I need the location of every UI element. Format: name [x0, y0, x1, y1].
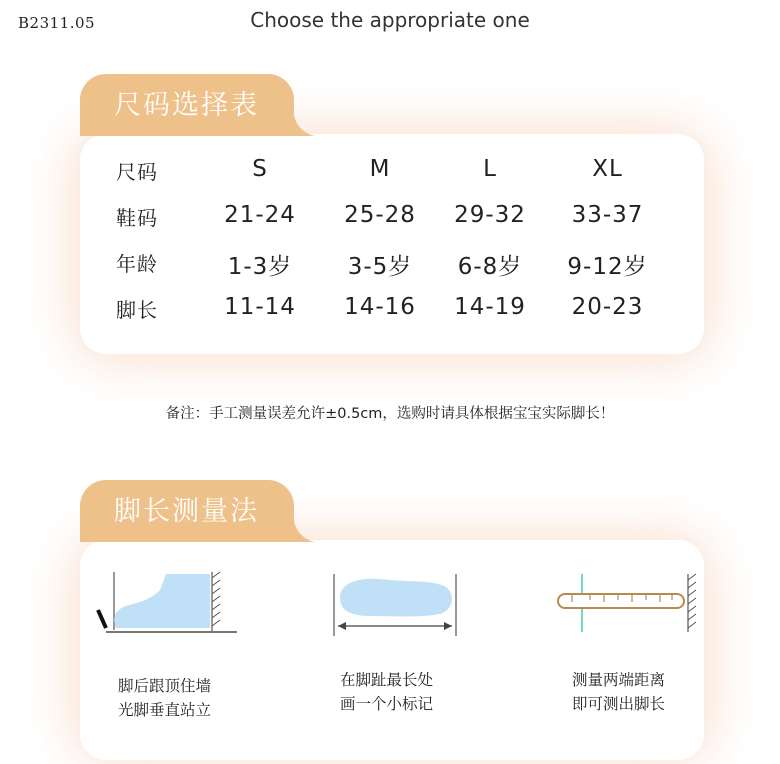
step-3-line2: 即可测出脚长	[572, 695, 666, 713]
row-label: 鞋码	[116, 206, 158, 230]
step-3-line1: 测量两端距离	[572, 671, 666, 689]
table-row	[80, 248, 680, 288]
table-cell: 3-5岁	[347, 254, 413, 280]
table-cell: 29-32	[454, 202, 526, 228]
col-header: M	[369, 156, 391, 182]
step-3-caption	[572, 668, 665, 716]
step-2-line2: 画一个小标记	[340, 695, 434, 713]
table-header-row	[80, 156, 680, 196]
ruler-icon	[552, 570, 702, 636]
table-cell: 9-12岁	[567, 254, 648, 280]
table-row	[80, 294, 680, 334]
table-cell: 25-28	[344, 202, 416, 228]
measurement-note: 备注：手工测量误差允许±0.5cm，选购时请具体根据宝宝实际脚长！	[165, 406, 615, 422]
step-1-caption	[118, 674, 211, 722]
row-label: 尺码	[116, 160, 158, 184]
step-2-caption	[340, 668, 433, 716]
measure-tab: 脚长测量法	[80, 480, 294, 542]
table-cell: 6-8岁	[457, 254, 523, 280]
table-cell: 1-3岁	[227, 254, 293, 280]
table-cell: 14-16	[344, 294, 416, 320]
step-2-line1: 在脚趾最长处	[340, 671, 434, 689]
table-cell: 21-24	[224, 202, 296, 228]
col-header: XL	[592, 156, 623, 182]
size-table	[80, 140, 680, 350]
table-cell: 33-37	[571, 202, 644, 228]
headline: Choose the appropriate one	[250, 8, 530, 32]
col-header: S	[252, 156, 268, 182]
row-label: 脚长	[116, 298, 158, 322]
table-cell: 20-23	[571, 294, 644, 320]
foot-against-wall-icon	[92, 568, 242, 640]
footprint-measure-icon	[330, 570, 465, 642]
table-row	[80, 202, 680, 242]
col-header: L	[483, 156, 497, 182]
product-code: B2311.05	[18, 14, 96, 32]
step-1-line1: 脚后跟顶住墙	[118, 677, 212, 695]
table-cell: 14-19	[454, 294, 526, 320]
table-cell: 11-14	[224, 294, 296, 320]
step-1-line2: 光脚垂直站立	[118, 701, 212, 719]
size-chart-tab: 尺码选择表	[80, 74, 294, 136]
row-label: 年龄	[116, 252, 158, 276]
